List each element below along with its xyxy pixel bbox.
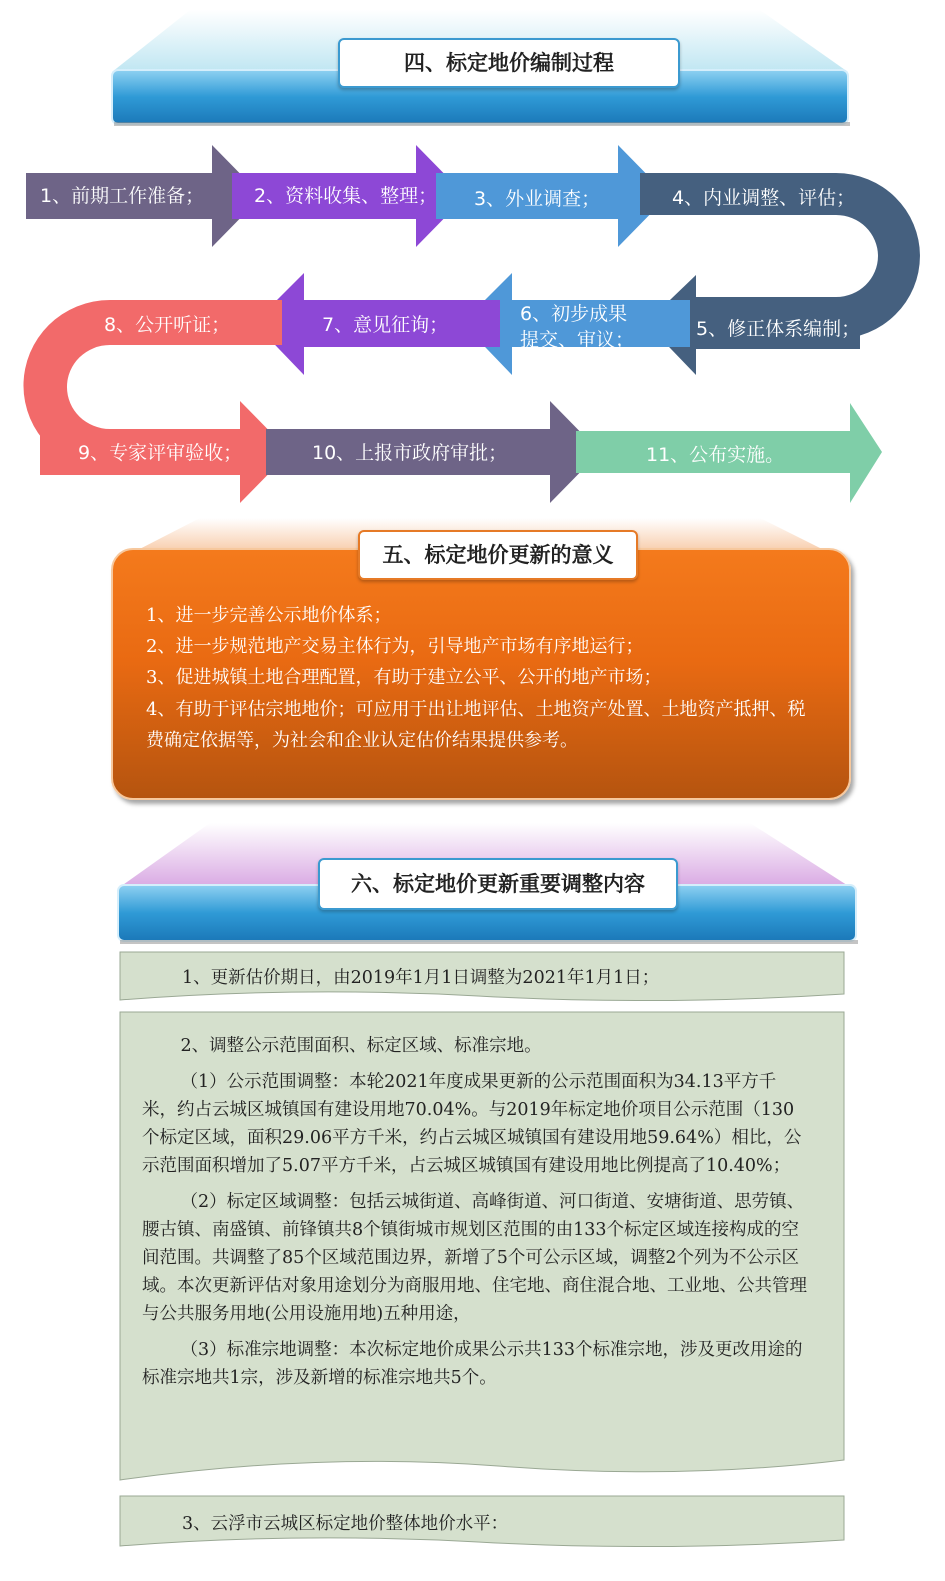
section6-title: 六、标定地价更新重要调整内容 <box>318 858 678 910</box>
item2-heading: 2、调整公示范围面积、标定区域、标准宗地。 <box>180 1036 542 1056</box>
step-10-label: 10、上报市政府审批； <box>312 442 508 464</box>
section5-item-3: 3、促进城镇土地合理配置，有助于建立公平、公开的地产市场； <box>146 667 662 688</box>
section5-item-2: 2、进一步规范地产交易主体行为，引导地产市场有序地运行； <box>146 636 644 657</box>
step-11-label: 11、公布实施。 <box>646 444 785 466</box>
section5-title: 五、标定地价更新的意义 <box>358 530 638 580</box>
step-2-label: 2、资料收集、整理； <box>254 185 438 207</box>
step-5-label: 5、修正体系编制； <box>696 318 861 340</box>
item2-paragraph-1: （1）公示范围调整：本轮2021年度成果更新的公示范围面积为34.13平方千米，约占云城区城镇国有建设用地70.04%。与2019年标定地价项目公示范围（130个标定区域，面积29.06平方千米，约占云城区城镇国有建设用地59.64%）相比，公示范围面积增加了5.07平方千米，占云城区城镇国有建设用地比例提高了10.40%； <box>142 1072 802 1176</box>
step-9-label: 9、专家评审验收； <box>78 442 243 464</box>
section4-title: 四、标定地价编制过程 <box>338 38 680 88</box>
adjustment-item-1: 1、更新估价期日，由2019年1月1日调整为2021年1月1日； <box>182 968 660 988</box>
step-8-label: 8、公开听证； <box>104 314 231 336</box>
step-4-label: 4、内业调整、评估； <box>672 187 856 209</box>
adjustment-item-3: 3、云浮市云城区标定地价整体地价水平： <box>182 1514 509 1534</box>
step-6-label-line2: 提交、审议； <box>520 329 635 351</box>
item2-paragraph-2: （2）标定区域调整：包括云城街道、高峰街道、河口街道、安塘街道、思劳镇、腰古镇、南盛镇、前锋镇共8个镇街城市规划区范围的由133个标定区域连接构成的空间范围。共调整了85个区域范围边界，新增了5个可公示区域，调整2个列为不公示区域。本次更新评估对象用途划分为商服用地、住宅地、商住混合地、工业地、公共管理与公共服务用地(公用设施用地)五种用途， <box>142 1192 807 1324</box>
step-3-label: 3、外业调查； <box>474 188 601 210</box>
item2-paragraph-3: （3）标准宗地调整：本次标定地价成果公示共133个标准宗地，涉及更改用途的标准宗地共1宗，涉及新增的标准宗地共5个。 <box>142 1340 803 1388</box>
step-6-label-line1: 6、初步成果 <box>520 303 628 325</box>
section5-item-1: 1、进一步完善公示地价体系； <box>146 605 392 626</box>
adjustment-item-2 <box>142 1032 808 1392</box>
step-1-label: 1、前期工作准备； <box>40 185 205 207</box>
step-7-label: 7、意见征询； <box>322 314 449 336</box>
section5-item-4: 4、有助于评估宗地地价；可应用于出让地评估、土地资产处置、土地资产抵押、税费确定依据等，为社会和企业认定估价结果提供参考。 <box>146 699 806 751</box>
